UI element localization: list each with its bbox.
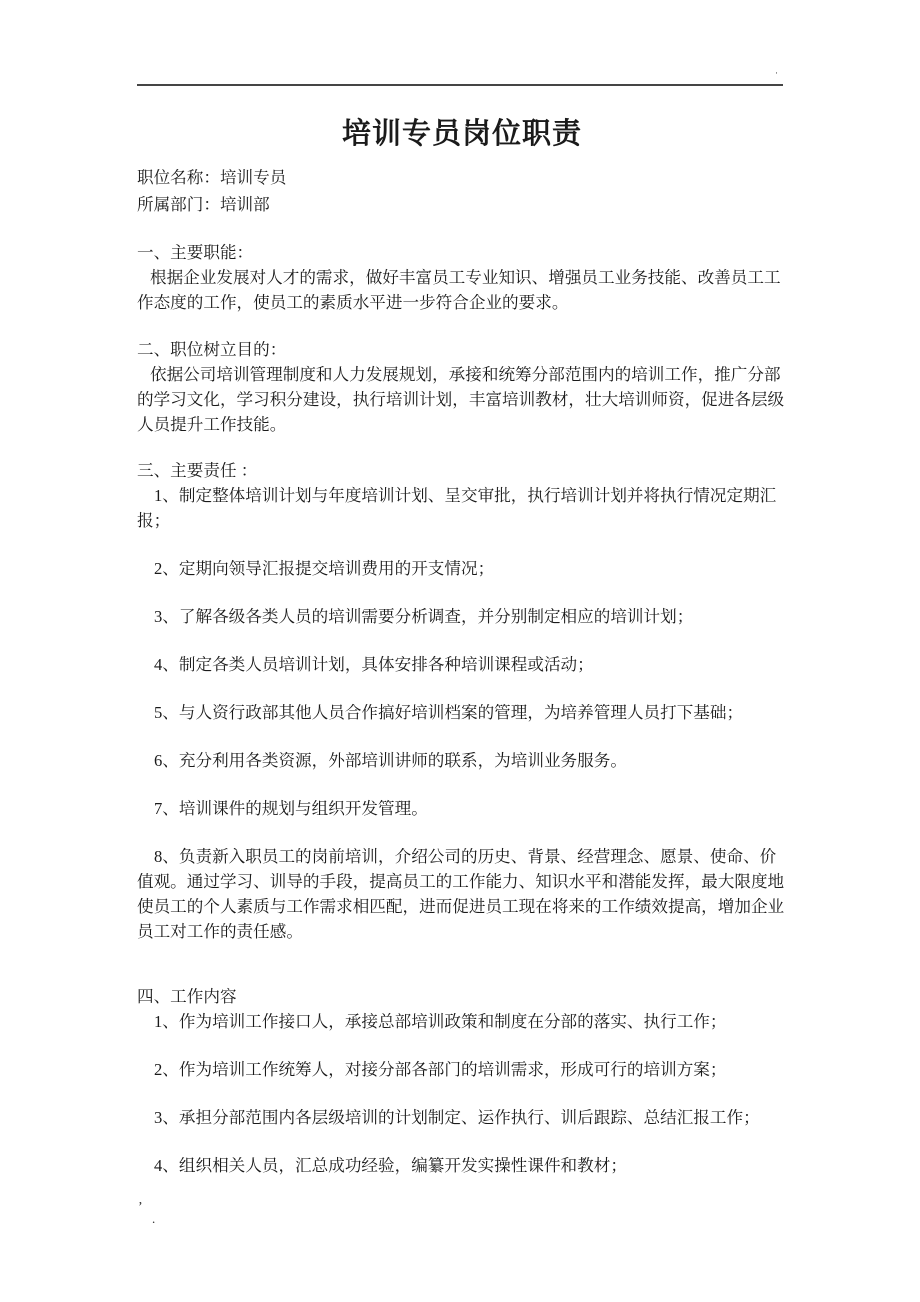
section-item: 3、了解各级各类人员的培训需要分析调查，并分别制定相应的培训计划； bbox=[154, 607, 694, 626]
page-title: 培训专员岗位职责 bbox=[341, 118, 582, 150]
meta-line-department: 所属部门：培训部 bbox=[137, 195, 270, 214]
section-item: 1、作为培训工作接口人，承接总部培训政策和制度在分部的落实、执行工作； bbox=[154, 1012, 727, 1031]
section-heading: 三、主要责任 ： bbox=[137, 461, 258, 480]
section-item: 5、与人资行政部其他人员合作搞好培训档案的管理，为培养管理人员打下基础； bbox=[154, 703, 744, 722]
section-item: 4、组织相关人员，汇总成功经验，编纂开发实操性课件和教材； bbox=[154, 1156, 627, 1175]
stray-mark-top-right: · bbox=[775, 68, 778, 78]
section-item: 2、作为培训工作统筹人，对接分部各部门的培训需求，形成可行的培训方案； bbox=[154, 1060, 727, 1079]
section-item: 8、负责新入职员工的岗前培训，介绍公司的历史、背景、经营理念、愿景、使命、价值观。通过学习、训导的手段，提高员工的工作能力、知识水平和潜能发挥，最大限度地使员工的个人素质与工作需求相匹配，进而促进员工现在将来的工作绩效提高，增加企业员工对工作的责任感。 bbox=[137, 847, 785, 941]
section-item: 2、定期向领导汇报提交培训费用的开支情况； bbox=[154, 559, 495, 578]
section-item: 3、承担分部范围内各层级培训的计划制定、运作执行、训后跟踪、总结汇报工作； bbox=[154, 1108, 760, 1127]
stray-mark-bottom-dot: . bbox=[152, 1211, 156, 1226]
sections bbox=[137, 240, 787, 1178]
section-item: 1、制定整体培训计划与年度培训计划、呈交审批，执行培训计划并将执行情况定期汇报； bbox=[137, 486, 777, 530]
document-section bbox=[137, 240, 787, 315]
section-item: 4、制定各类人员培训计划，具体安排各种培训课程或活动； bbox=[154, 655, 594, 674]
document-section bbox=[137, 984, 787, 1178]
section-paragraph: 根据企业发展对人才的需求，做好丰富员工专业知识、增强员工业务技能、改善员工工作态度的工作，使员工的素质水平进一步符合企业的要求。 bbox=[137, 268, 781, 312]
section-item: 7、培训课件的规划与组织开发管理。 bbox=[154, 799, 428, 818]
section-heading: 四、工作内容 bbox=[137, 987, 237, 1006]
section-heading: 一、主要职能： bbox=[137, 243, 254, 262]
section-item: 6、充分利用各类资源，外部培训讲师的联系，为培训业务服务。 bbox=[154, 751, 627, 770]
section-heading: 二、职位树立目的： bbox=[137, 340, 287, 359]
stray-mark-bottom-quote: ’ bbox=[138, 1200, 143, 1215]
document-section bbox=[137, 458, 787, 944]
document-section bbox=[137, 337, 787, 437]
meta-line-position-name: 职位名称：培训专员 bbox=[137, 168, 287, 187]
header-rule bbox=[137, 84, 783, 86]
section-paragraph: 依据公司培训管理制度和人力发展规划，承接和统筹分部范围内的培训工作，推广分部的学习文化，学习积分建设，执行培训计划，丰富培训教材，壮大培训师资，促进各层级人员提升工作技能。 bbox=[137, 365, 785, 434]
document-content bbox=[137, 108, 787, 1178]
